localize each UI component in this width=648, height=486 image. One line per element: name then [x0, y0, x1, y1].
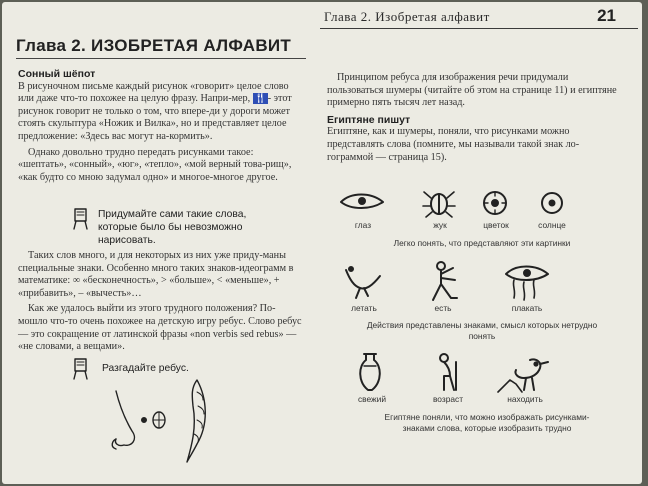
weeping-eye-glyph-icon	[502, 262, 552, 302]
caption-row3: Египтяне поняли, что можно изображать рисунками-знаками слова, которые изобразить трудно	[384, 412, 590, 433]
label-age: возраст	[432, 394, 464, 404]
running-header	[320, 6, 638, 29]
label-eat: есть	[434, 303, 452, 313]
page-number: 21	[597, 6, 616, 25]
bird-glyph-icon	[342, 264, 386, 300]
sun-glyph-icon	[537, 188, 567, 218]
paragraph-ideograms: Таких слов много, и для некоторых из них уже приду-маны специальные знаки. Особенно много таких знаков-идеограмм в математике: ∞ «бесконечность», > «больше», < «меньше», + «прибавить», – «вычесть»…	[18, 250, 294, 299]
label-eye: глаз	[354, 220, 372, 230]
paragraph-hard-words: Однако довольно трудно передать рисунками такое: «шептать», «сонный», «юг», «тепло», «мой верный това-рищ», «как будто со мною задумал одно» и многое-многое другое.	[18, 146, 292, 183]
paragraph-rebus-principle: Принципом ребуса для изображения речи придумали пользоваться шумеры (читайте об этом на странице 11) и египтяне примерно пять тысяч лет назад.	[327, 72, 617, 109]
label-beetle: жук	[433, 220, 447, 230]
eye-glyph-icon	[337, 190, 387, 214]
running-chapter-title: Глава 2. Изобретая алфавит	[324, 9, 490, 24]
label-fly: летать	[351, 303, 377, 313]
book-page-spread	[2, 2, 642, 484]
paragraph-egyptians: Египтяне, как и шумеры, поняли, что рисунками можно представлять слова (помните, мы называли такой знак ло-гограммой — страница 15).	[327, 126, 580, 163]
section-heading-egyptians: Египтяне пишут	[327, 113, 411, 126]
caption-row2: Действия представлены знаками, смысл которых нетрудно понять	[366, 320, 598, 341]
caption-row1: Легко понять, что представляют эти картинки	[393, 238, 571, 248]
left-column-bottom	[18, 250, 304, 354]
easel-task-icon	[72, 208, 90, 230]
title-divider	[16, 58, 306, 59]
scarab-glyph-icon	[422, 186, 456, 218]
label-find: находить	[507, 394, 543, 404]
eating-man-glyph-icon	[427, 260, 463, 302]
label-sun: солнце	[538, 220, 566, 230]
left-column-top	[18, 68, 304, 184]
chapter-title: Глава 2. ИЗОБРЕТАЯ АЛФАВИТ	[16, 36, 292, 55]
flower-glyph-icon	[480, 188, 510, 218]
task-invent-words: Придумайте сами такие слова, которые было бы невозможно нарисовать.	[98, 209, 247, 246]
paragraph-rebus: Как же удалось выйти из этого трудного положения? По-мошло что-то очень похожее на детскую игру ребус. Слово ребус — это сокращение от латинской фразы «non verbis sed rebus» — «не словами, а вещами».	[18, 303, 302, 353]
easel-task-icon	[72, 358, 90, 380]
label-flower: цветок	[483, 220, 509, 230]
right-column-top	[327, 72, 617, 164]
vessel-glyph-icon	[354, 352, 388, 394]
task-solve-rebus: Разгадайте ребус.	[102, 363, 189, 374]
section-heading-whisper: Сонный шёпот	[18, 68, 96, 80]
old-man-glyph-icon	[430, 352, 464, 394]
label-cry: плакать	[511, 303, 543, 313]
eye-circle-icon	[137, 407, 167, 437]
horn-icon	[167, 378, 217, 468]
label-fresh: свежий	[357, 394, 387, 404]
knife-fork-sign-icon: 🍴︎	[253, 93, 267, 105]
finding-bird-glyph-icon	[496, 354, 550, 394]
paragraph-pictographic: В рисуночном письме каждый рисунок «говорит» целое слово или даже что-то похожее на целую фразу. Напри-мер, 🍴︎- этот рисунок говорит не только о том, что впере-ди у дороги может стоять скульптура «Ножик и Вилка», но и представляет целое предложение: «Здесь вас могут на-кормить».	[18, 80, 292, 142]
